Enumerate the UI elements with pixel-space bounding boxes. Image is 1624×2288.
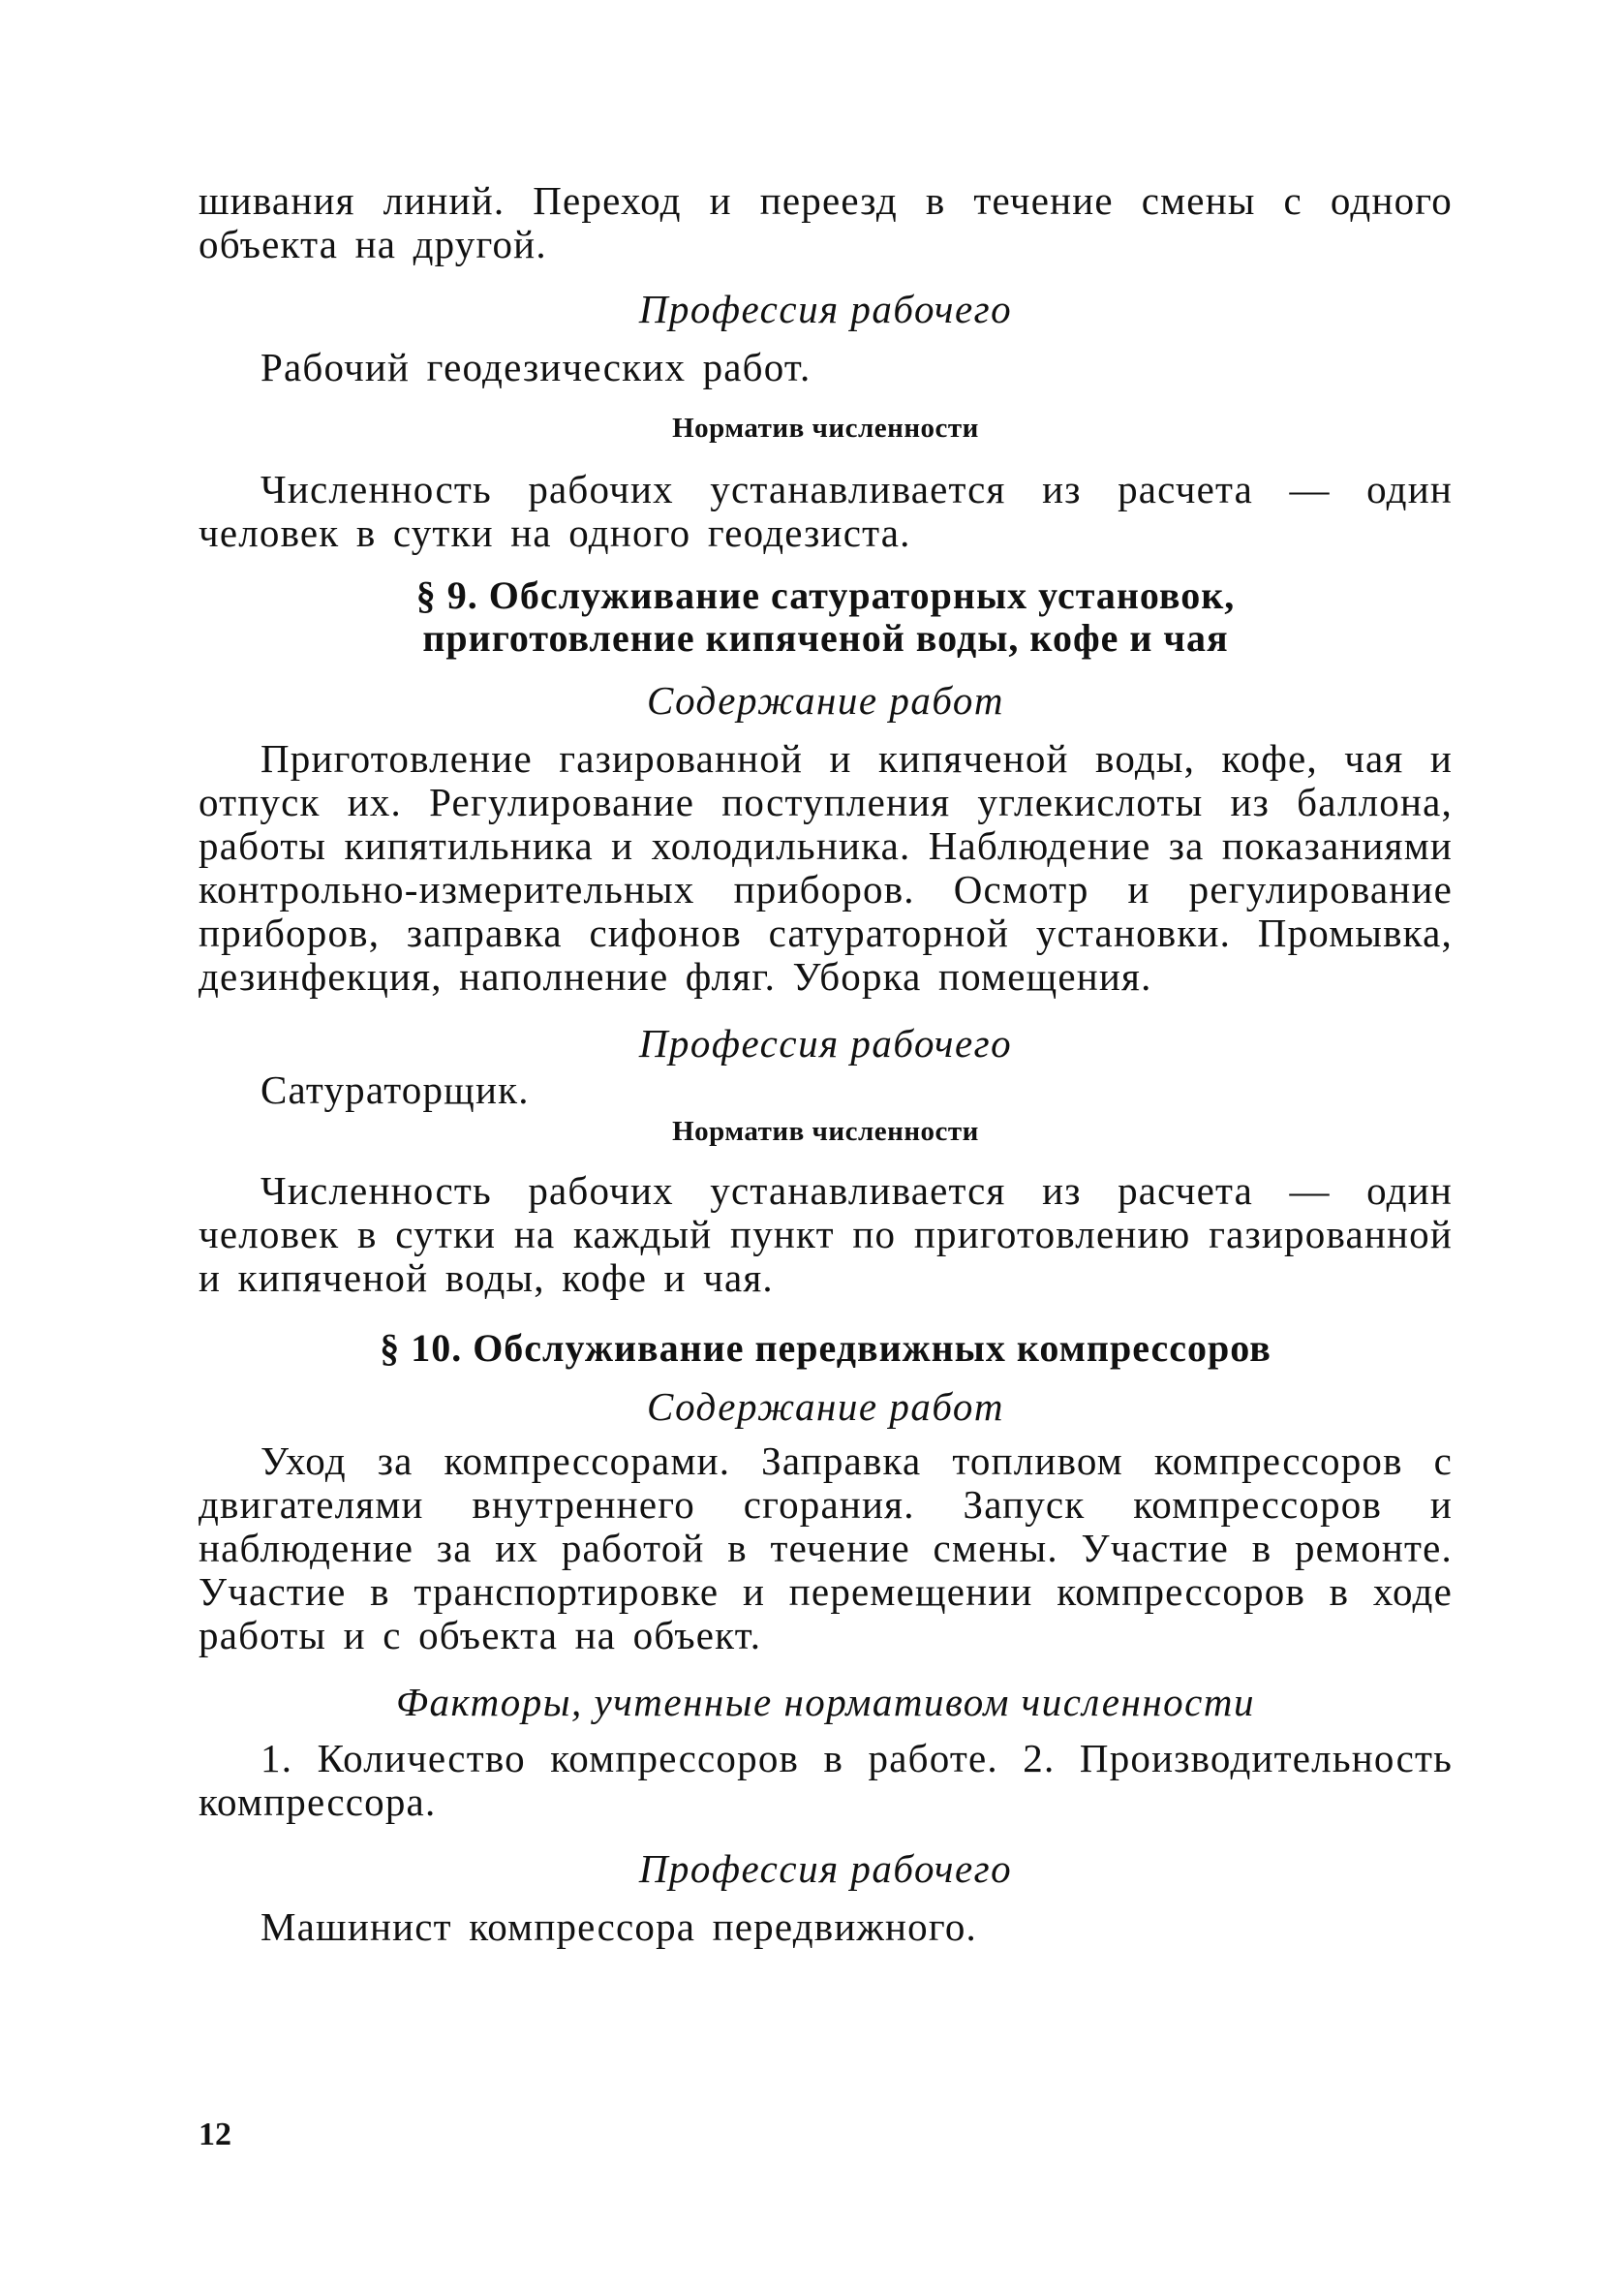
norm-paragraph: Численность рабочих устанавливается из расчета — один человек в сутки на одного геодезиста. bbox=[199, 467, 1453, 555]
section-10-factors-heading: Факторы, учтенные нормативом численности bbox=[396, 1680, 1255, 1724]
intro-paragraph: шивания линий. Переход и переезд в течение смены с одного объекта на другой. bbox=[199, 178, 1453, 266]
section-9-title-line-1: § 9. Обслуживание сатураторных установок, bbox=[415, 573, 1236, 617]
norm-heading: Норматив численности bbox=[672, 413, 979, 444]
section-9-title-line-2: приготовление кипяченой воды, кофе и чая bbox=[422, 616, 1229, 660]
profession-text: Рабочий геодезических работ. bbox=[260, 345, 812, 389]
section-10-content-heading: Содержание работ bbox=[646, 1384, 1005, 1429]
profession-heading: Профессия рабочего bbox=[638, 287, 1013, 331]
page-number: 12 bbox=[199, 2117, 231, 2152]
section-10-title: § 10. Обслуживание передвижных компрессоров bbox=[380, 1326, 1272, 1370]
section-10-profession-text: Машинист компрессора передвижного. bbox=[260, 1904, 977, 1949]
section-9-norm-heading: Норматив численности bbox=[672, 1116, 979, 1147]
section-10 bbox=[199, 1327, 1453, 1949]
section-10-profession-heading: Профессия рабочего bbox=[638, 1846, 1013, 1891]
page-content bbox=[199, 179, 1453, 1949]
section-9-content-heading: Содержание работ bbox=[646, 678, 1005, 723]
section-9-profession-text: Сатураторщик. bbox=[260, 1067, 530, 1112]
section-9 bbox=[199, 574, 1453, 1300]
section-9-content-text: Приготовление газированной и кипяченой воды, кофе, чая и отпуск их. Регулирование поступления углекислоты из баллона, работы кипятильника и холодильника. Наблюдение за показаниями контрольно-измерительных приборов. Осмотр и регулирование приборов, заправка сифонов сатураторной установки. Промывка, дезинфекция, наполнение фляг. Уборка помещения. bbox=[199, 736, 1453, 999]
section-9-norm-text: Численность рабочих устанавливается из расчета — один человек в сутки на каждый пункт по приготовлению газированной и кипяченой воды, кофе и чая. bbox=[199, 1168, 1453, 1300]
section-10-content-text: Уход за компрессорами. Заправка топливом компрессоров с двигателями внутреннего сгорания. Запуск компрессоров и наблюдение за их работой в течение смены. Участие в ремонте. Участие в транспортировке и перемещении компрессоров в ходе работы и с объекта на объект. bbox=[199, 1438, 1453, 1657]
section-10-factors-text: 1. Количество компрессоров в работе. 2. Производительность компрессора. bbox=[199, 1736, 1453, 1824]
section-9-profession-heading: Профессия рабочего bbox=[638, 1021, 1013, 1066]
